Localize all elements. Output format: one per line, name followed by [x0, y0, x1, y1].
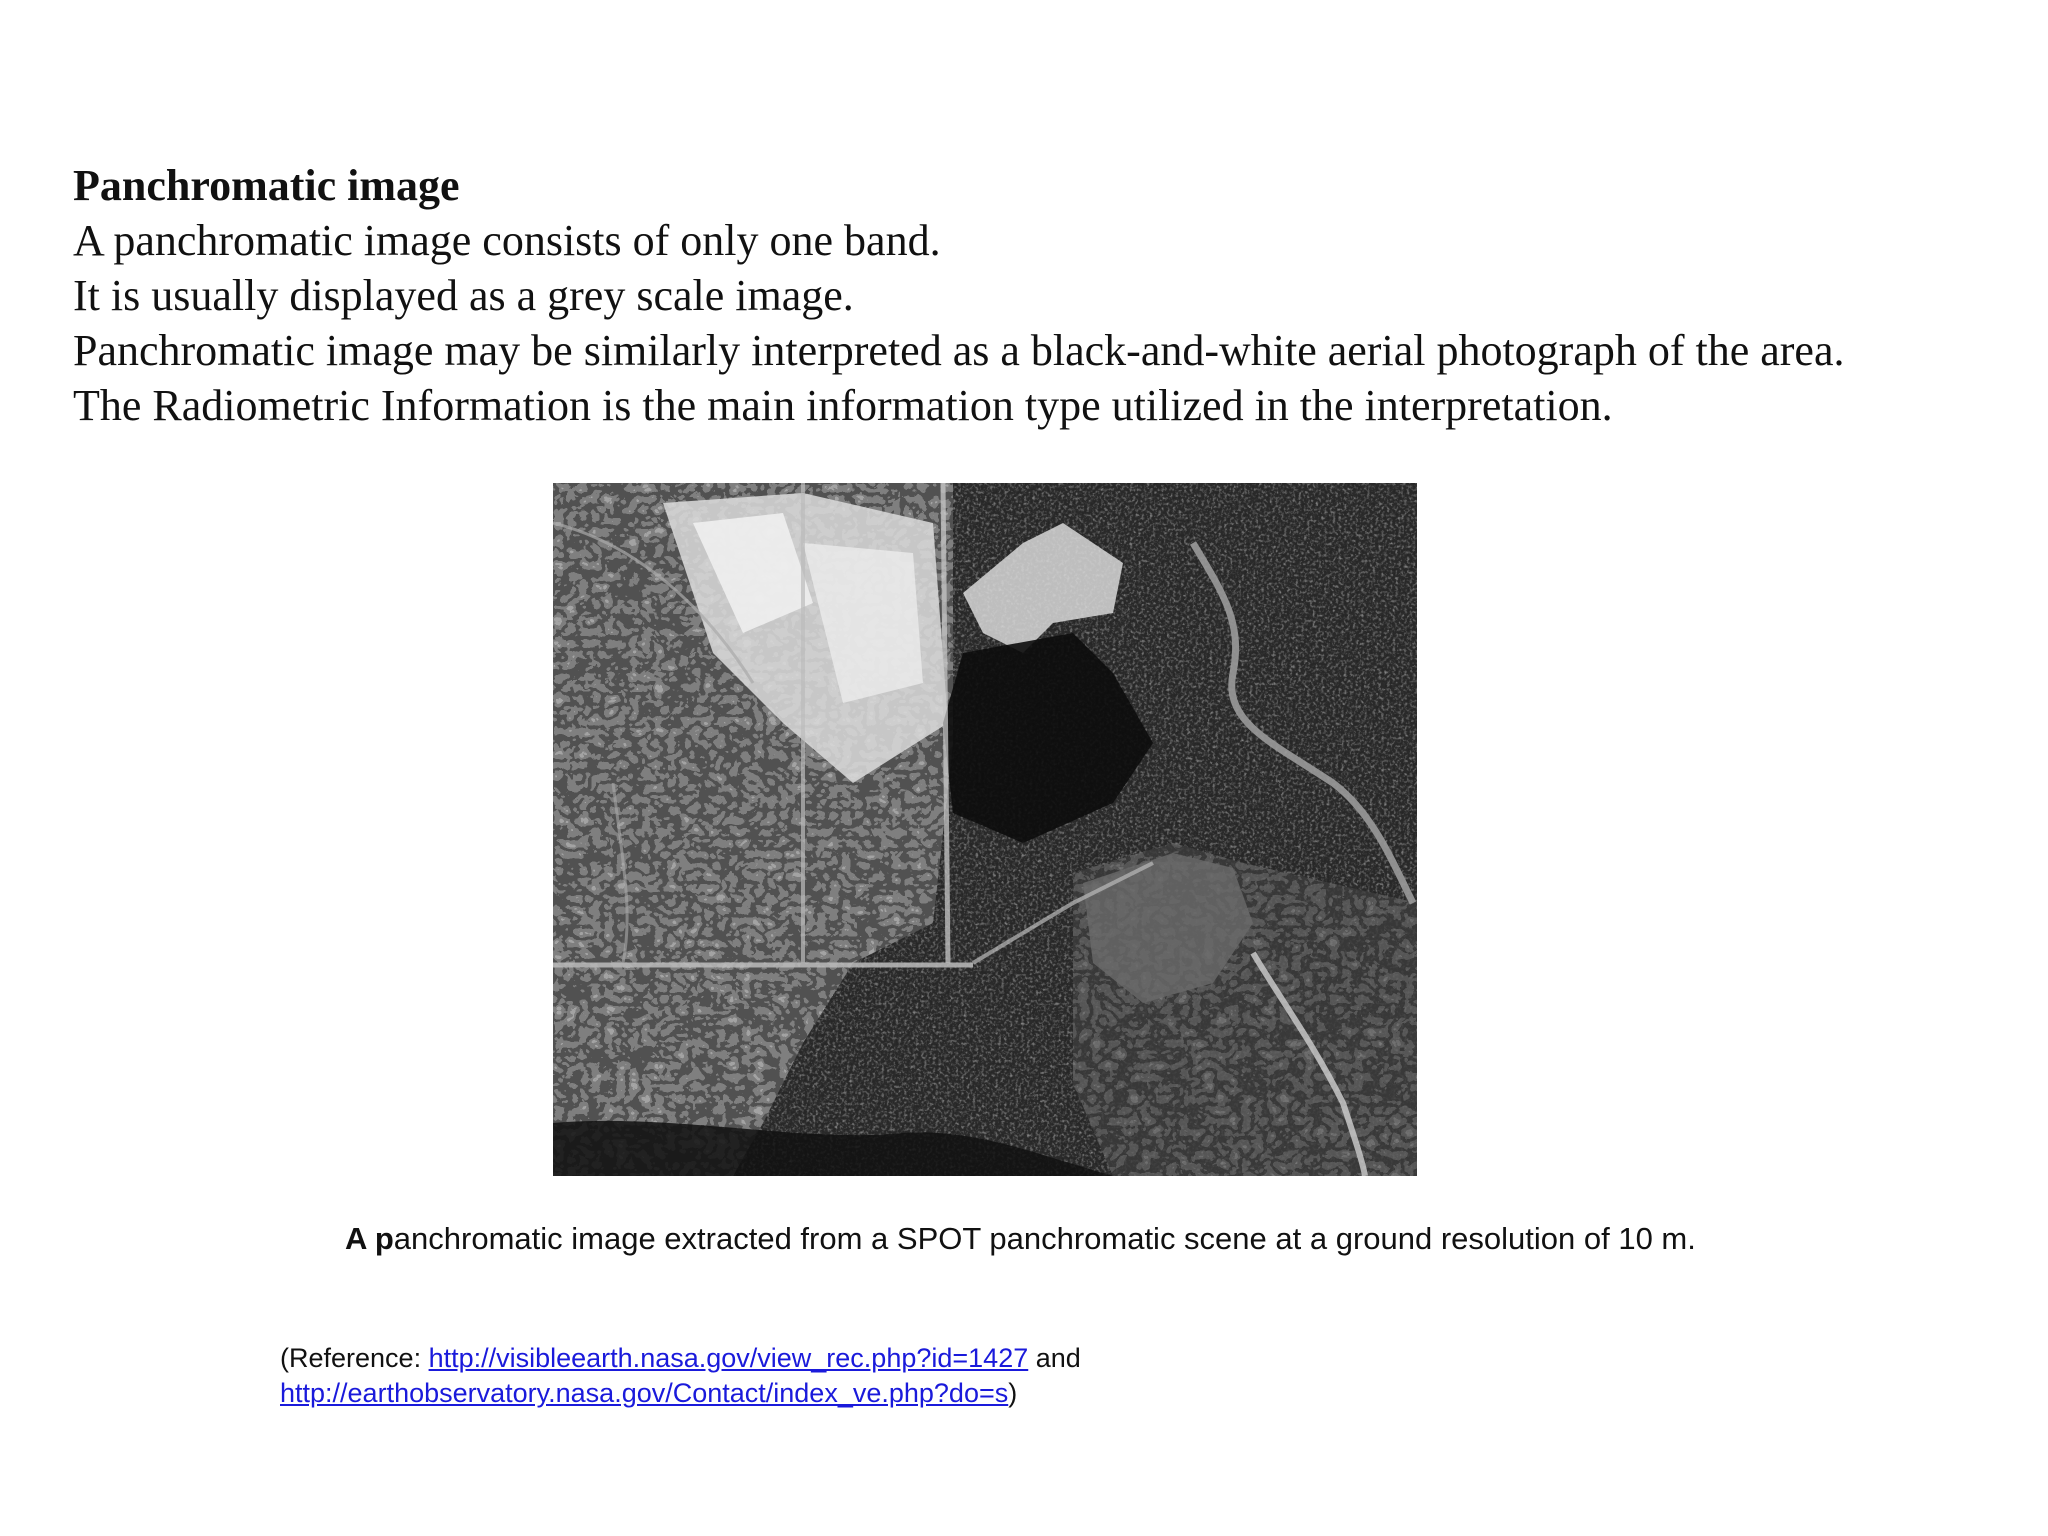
- caption-text: anchromatic image extracted from a SPOT panchromatic scene at a ground resolution of 10 m.: [393, 1221, 1696, 1256]
- reference-prefix: (Reference:: [280, 1343, 429, 1373]
- reference-and: and: [1028, 1343, 1081, 1373]
- text-line-2: It is usually displayed as a grey scale image.: [73, 271, 854, 320]
- text-line-3: Panchromatic image may be similarly interpreted as a black-and-white aerial photograph of the area.: [73, 326, 1845, 375]
- reference-suffix: ): [1008, 1378, 1018, 1408]
- reference-line-2: [280, 1376, 1081, 1411]
- reference-link-earthobservatory[interactable]: http://earthobservatory.nasa.gov/Contact/index_ve.php?do=s: [280, 1378, 1009, 1408]
- page-title: Panchromatic image: [73, 161, 460, 210]
- text-line-1: A panchromatic image consists of only one band.: [73, 216, 941, 265]
- reference-block: [280, 1341, 1081, 1411]
- caption-bold: A p: [345, 1221, 394, 1256]
- reference-line-1: [280, 1341, 1081, 1376]
- body-text: [73, 158, 1845, 433]
- reference-link-visibleearth[interactable]: http://visibleearth.nasa.gov/view_rec.php?id=1427: [428, 1343, 1029, 1373]
- image-caption: [345, 1219, 1696, 1259]
- panchromatic-satellite-image: [553, 483, 1417, 1176]
- text-line-4: The Radiometric Information is the main information type utilized in the interpretation.: [73, 381, 1613, 430]
